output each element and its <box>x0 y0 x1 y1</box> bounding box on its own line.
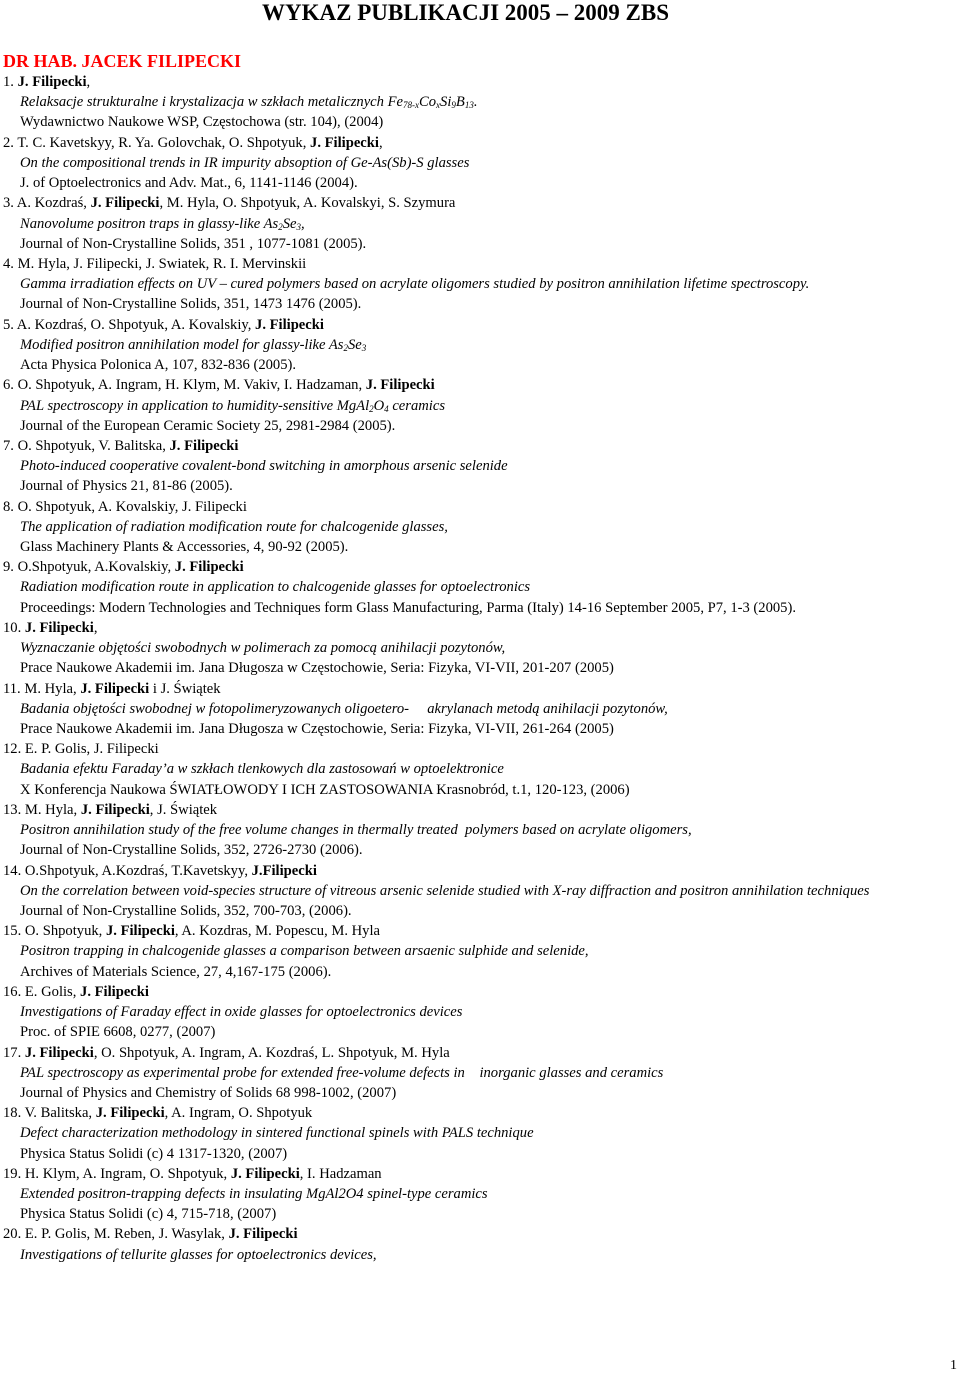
publication-source: Prace Naukowe Akademii im. Jana Długosza w Częstochowie, Seria: Fizyka, VI-VII, 201-207 (2005) <box>20 660 614 677</box>
publication-authors <box>3 739 958 759</box>
publication-title: On the correlation between void-species structure of vitreous arsenic selenide studied with X-ray diffraction and positron annihilation techniques <box>20 882 870 899</box>
publication-authors <box>3 921 958 941</box>
author-text: O.Shpotyuk, A.Kozdraś, T.Kavetskyy, <box>24 862 252 879</box>
publication-authors <box>3 679 958 699</box>
author-highlight: J. Filipecki <box>80 680 150 697</box>
publication-number: 20. <box>3 1226 25 1243</box>
author-highlight: J. Filipecki <box>95 1105 165 1122</box>
publication-entry <box>3 315 958 376</box>
publication-title: Radiation modification route in application to chalcogenide glasses for optoelectronics <box>20 579 531 596</box>
publication-number: 14. <box>3 862 25 879</box>
author-text: , J. Świątek <box>149 801 218 818</box>
publication-number: 3. <box>3 195 17 212</box>
publication-title: Positron trapping in chalcogenide glasses a comparison between arsaenic sulphide and selenide, <box>20 943 589 960</box>
publication-source: Journal of Physics and Chemistry of Solids 68 998-1002, (2007) <box>20 1084 397 1101</box>
publication-authors <box>3 1043 958 1063</box>
publication-entry <box>3 861 958 922</box>
publication-authors <box>3 497 958 517</box>
publication-authors <box>3 1103 958 1123</box>
publication-source: Journal of Non-Crystalline Solids, 351, 1473 1476 (2005). <box>20 296 362 313</box>
publication-authors <box>3 193 958 213</box>
author-text: M. Hyla, <box>24 680 81 697</box>
publication-entry <box>3 921 958 982</box>
publication-title: Positron annihilation study of the free volume changes in thermally treated polymers based on acrylate oligomers, <box>20 822 692 839</box>
publication-source: Archives of Materials Science, 27, 4,167-175 (2006). <box>20 963 332 980</box>
publication-title: Badania efektu Faraday’a w szkłach tlenkowych dla zastosowań w optoelektronice <box>20 761 504 778</box>
publication-authors <box>3 861 958 881</box>
publication-title: Photo-induced cooperative covalent-bond switching in amorphous arsenic selenide <box>20 458 508 475</box>
author-highlight: J. Filipecki <box>174 559 244 576</box>
publication-entry <box>3 618 958 679</box>
author-highlight: J. Filipecki <box>255 316 324 333</box>
author-text: , A. Ingram, O. Shpotyuk <box>164 1105 313 1122</box>
author-text: , O. Shpotyuk, A. Ingram, A. Kozdraś, L. Shpotyuk, M. Hyla <box>93 1044 450 1061</box>
publication-title: PAL spectroscopy in application to humidity-sensitive $MgAl_2O_4$ ceramics <box>20 397 446 414</box>
author-highlight: J. Filipecki <box>80 983 149 1000</box>
publication-number: 15. <box>3 923 25 940</box>
publication-source: Wydawnictwo Naukowe WSP, Częstochowa (str. 104), (2004) <box>20 114 384 131</box>
publication-source: X Konferencja Naukowa ŚWIATŁOWODY I ICH ZASTOSOWANIA Krasnobród, t.1, 120-123, (2006) <box>20 781 630 798</box>
publication-entry <box>3 1164 958 1225</box>
publication-number: 16. <box>3 983 25 1000</box>
author-text: A. Kozdraś, O. Shpotyuk, A. Kovalskiy, <box>16 316 256 333</box>
publication-source: Prace Naukowe Akademii im. Jana Długosza w Częstochowie, Seria: Fizyka, VI-VII, 261-264 (2005) <box>20 721 614 737</box>
author-text: O. Shpotyuk, A. Ingram, H. Klym, M. Vakiv, I. Hadzaman, <box>17 377 366 394</box>
author-highlight: J. Filipecki <box>90 195 160 212</box>
publication-source: Glass Machinery Plants & Accessories, 4, 90-92 (2005). <box>20 539 349 556</box>
publication-entry <box>3 679 958 740</box>
publication-number: 13. <box>3 801 25 818</box>
author-text: , I. Hadzaman <box>299 1165 382 1182</box>
publication-source: Proceedings: Modern Technologies and Techniques form Glass Manufacturing, Parma (Italy) 14-16 September 2005, P7, 1-3 (2005). <box>20 599 796 616</box>
publication-source: Proc. of SPIE 6608, 0277, (2007) <box>20 1024 216 1041</box>
author-text: M. Hyla, J. Filipecki, J. Swiatek, R. I. Mervinskii <box>17 255 307 272</box>
publication-source: Acta Physica Polonica A, 107, 832-836 (2005). <box>20 357 297 374</box>
author-highlight: J.Filipecki <box>251 862 317 879</box>
author-highlight: J. Filipecki <box>365 377 435 394</box>
publication-authors <box>3 254 958 274</box>
publication-number: 10. <box>3 619 25 636</box>
author-text: V. Balitska, <box>24 1105 96 1122</box>
publication-number: 7. <box>3 437 18 454</box>
publication-number: 6. <box>3 377 18 394</box>
publication-number: 1. <box>3 74 18 90</box>
author-highlight: J. Filipecki <box>230 1165 300 1182</box>
publication-entry <box>3 254 958 315</box>
publication-number: 12. <box>3 741 25 758</box>
page-number: 1 <box>950 1358 957 1373</box>
publication-number: 18. <box>3 1105 25 1122</box>
publication-number: 4. <box>3 255 18 272</box>
publication-title: Defect characterization methodology in sintered functional spinels with PALS technique <box>20 1125 534 1142</box>
publication-authors <box>3 436 958 456</box>
author-text: H. Klym, A. Ingram, O. Shpotyuk, <box>24 1165 231 1182</box>
publication-title: Investigations of Faraday effect in oxide glasses for optoelectronics devices <box>20 1004 463 1021</box>
author-highlight: J. Filipecki <box>80 801 150 818</box>
publication-source: Journal of Non-Crystalline Solids, 351 , 1077-1081 (2005). <box>20 235 367 252</box>
author-highlight: J. Filipecki <box>17 74 87 90</box>
publication-number: 11. <box>3 680 25 697</box>
publication-authors <box>3 557 958 577</box>
publication-authors <box>3 1164 958 1184</box>
author-text: T. C. Kavetskyy, R. Ya. Golovchak, O. Shpotyuk, <box>17 134 311 151</box>
author-highlight: J. Filipecki <box>24 619 94 636</box>
publication-number: 19. <box>3 1165 25 1182</box>
author-text: O. Shpotyuk, V. Balitska, <box>17 437 170 454</box>
publication-number: 2. <box>3 134 18 151</box>
author-text: i J. Świątek <box>149 680 221 697</box>
author-text: O. Shpotyuk, <box>24 923 106 940</box>
publication-title: Modified positron annihilation model for glassy-like $As_2Se_3$ <box>20 336 367 353</box>
publication-authors <box>3 315 958 335</box>
publication-source: J. of Optoelectronics and Adv. Mat., 6, 1141-1146 (2004). <box>20 175 358 192</box>
publication-source: Physica Status Solidi (c) 4 1317-1320, (2007) <box>20 1145 288 1162</box>
publication-title: Extended positron-trapping defects in insulating MgAl2O4 spinel-type ceramics <box>20 1186 488 1203</box>
publication-authors <box>3 618 958 638</box>
publication-entry <box>3 133 958 194</box>
publication-entry <box>3 375 958 436</box>
author-text: , M. Hyla, O. Shpotyuk, A. Kovalskyi, S. Szymura <box>159 195 456 212</box>
publication-entry <box>3 72 958 133</box>
publication-source: Journal of Non-Crystalline Solids, 352, 700-703, (2006). <box>20 902 352 919</box>
publication-title: Investigations of tellurite glasses for optoelectronics devices, <box>20 1246 377 1263</box>
publication-title: Wyznaczanie objętości swobodnych w polimerach za pomocą anihilacji pozytonów, <box>20 640 506 657</box>
author-text: , <box>93 619 98 636</box>
publication-authors <box>3 982 958 1002</box>
publication-entry <box>3 800 958 861</box>
publication-source: Physica Status Solidi (c) 4, 715-718, (2007) <box>20 1206 277 1223</box>
publication-entry <box>3 557 958 618</box>
author-text: M. Hyla, <box>24 801 81 818</box>
author-highlight: J. Filipecki <box>169 437 239 454</box>
author-text: , <box>86 74 91 90</box>
author-text: , A. Kozdras, M. Popescu, M. Hyla <box>174 923 381 940</box>
publication-title: Relaksacje strukturalne i krystalizacja w szkłach metalicznych $Fe_{78-x}Co_xSi_9B_{13}$. <box>20 94 478 111</box>
author-text: E. P. Golis, J. Filipecki <box>24 741 159 758</box>
author-highlight: J. Filipecki <box>228 1226 298 1243</box>
publication-source: Journal of the European Ceramic Society 25, 2981-2984 (2005). <box>20 417 396 434</box>
publication-authors <box>3 375 958 395</box>
author-text: , <box>378 134 383 151</box>
publication-number: 17. <box>3 1044 25 1061</box>
publication-authors <box>3 133 958 153</box>
publication-title: Badania objętości swobodnej w fotopolimeryzowanych oligoetero- akrylanach metodą anihilacji pozytonów, <box>20 700 668 717</box>
author-heading: DR HAB. JACEK FILIPECKI <box>3 51 242 71</box>
author-highlight: J. Filipecki <box>105 923 175 940</box>
publication-title: The application of radiation modification route for chalcogenide glasses, <box>20 518 448 535</box>
author-highlight: J. Filipecki <box>310 134 379 151</box>
author-text: E. Golis, <box>24 983 81 1000</box>
author-text: E. P. Golis, M. Reben, J. Wasylak, <box>24 1226 229 1243</box>
publication-source: Journal of Non-Crystalline Solids, 352, 2726-2730 (2006). <box>20 842 363 859</box>
publication-entry <box>3 739 958 800</box>
publication-title: On the compositional trends in IR impurity absoption of Ge-As(Sb)-S glasses <box>20 154 470 171</box>
publication-entry <box>3 1043 958 1104</box>
author-text: O. Shpotyuk, A. Kovalskiy, J. Filipecki <box>17 498 247 515</box>
publication-number: 5. <box>3 316 17 333</box>
publication-entry <box>3 1224 958 1264</box>
publication-authors <box>3 1224 958 1244</box>
publication-list <box>3 72 958 1265</box>
publication-entry <box>3 436 958 497</box>
publication-source: Journal of Physics 21, 81-86 (2005). <box>20 478 233 495</box>
publication-authors <box>3 72 958 92</box>
author-text: O.Shpotyuk, A.Kovalskiy, <box>17 559 175 576</box>
publication-title: Nanovolume positron traps in glassy-like $As_2Se_3$, <box>20 215 305 232</box>
publication-title: PAL spectroscopy as experimental probe for extended free-volume defects in inorganic glasses and ceramics <box>20 1064 664 1081</box>
author-highlight: J. Filipecki <box>24 1044 94 1061</box>
publication-entry <box>3 497 958 558</box>
publication-entry <box>3 982 958 1043</box>
publication-number: 9. <box>3 559 18 576</box>
page-title: WYKAZ PUBLIKACJI 2005 – 2009 ZBS <box>262 0 670 25</box>
author-text: A. Kozdraś, <box>16 195 91 212</box>
publication-entry <box>3 1103 958 1164</box>
publication-number: 8. <box>3 498 18 515</box>
publication-authors <box>3 800 958 820</box>
publication-entry <box>3 193 958 254</box>
publication-title: Gamma irradiation effects on UV – cured polymers based on acrylate oligomers studied by positron annihilation lifetime spectroscopy. <box>20 276 810 293</box>
